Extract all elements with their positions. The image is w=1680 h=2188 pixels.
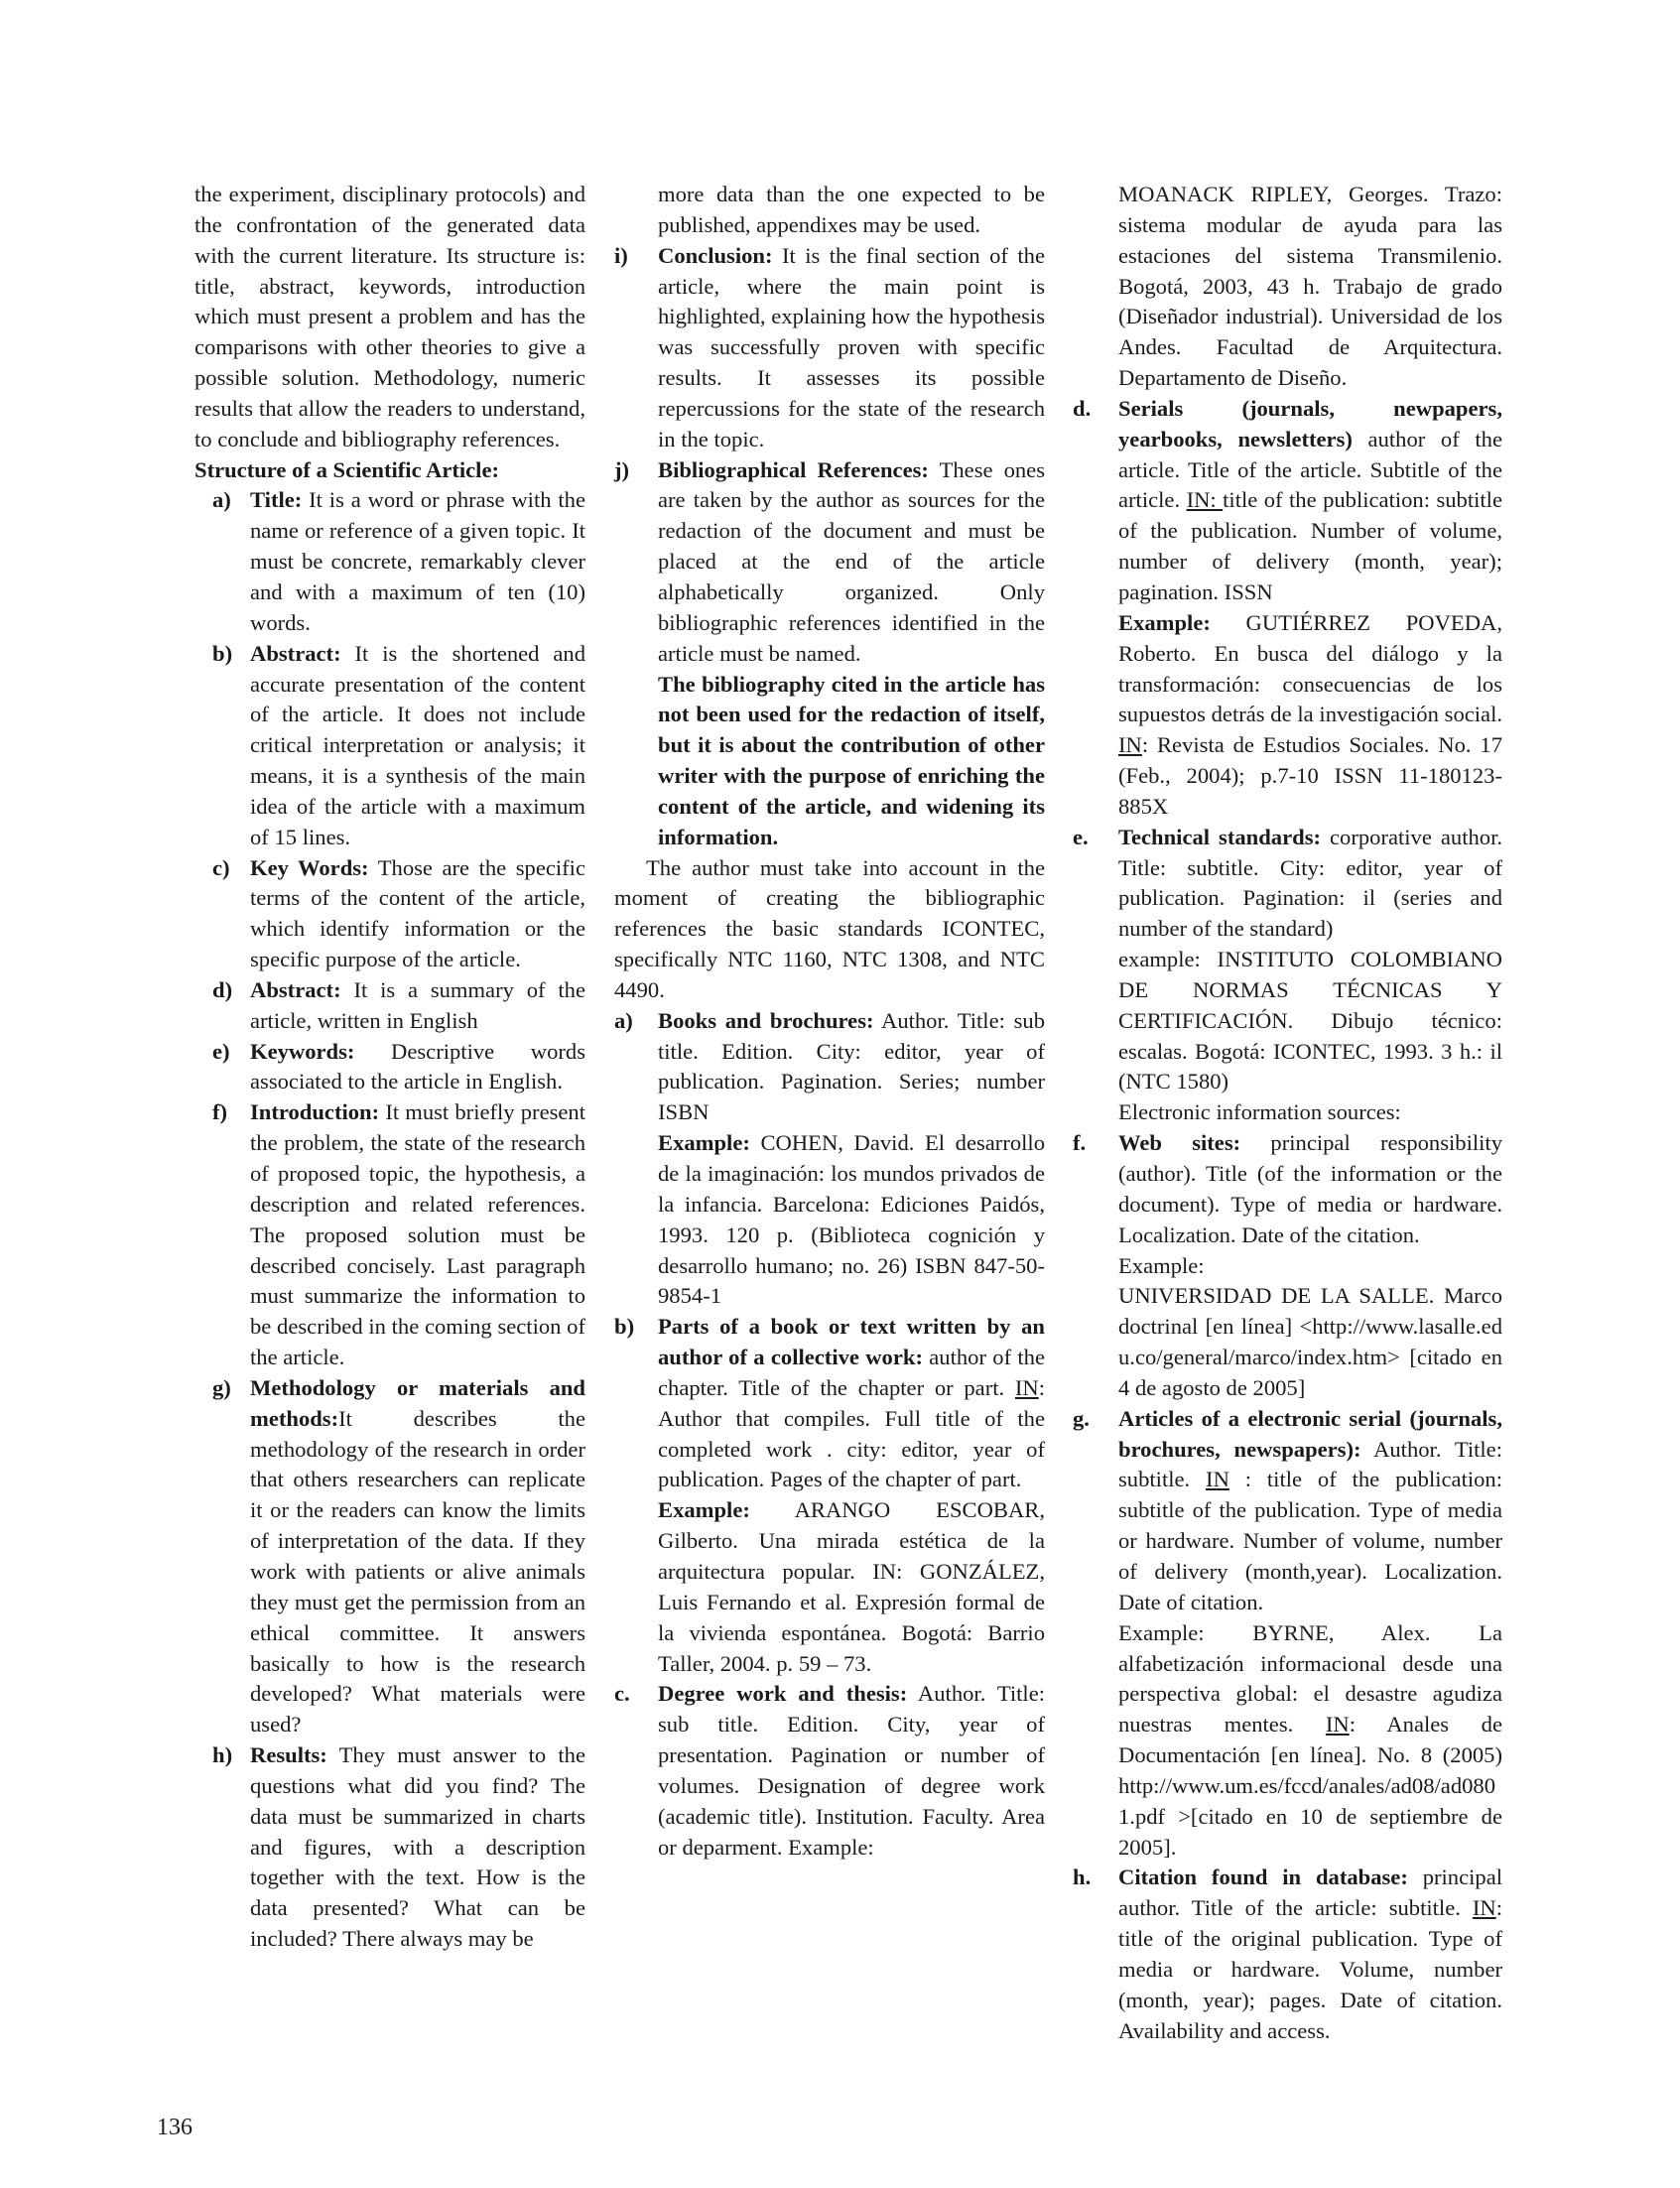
serials-example: Example: GUTIÉRREZ POVEDA, Roberto. En busca del diálogo y la transformación: consecuencias de los supuestos detrás de la investigación social. IN: Revista de Estudios Sociales. No. 17 (Feb., 2004); p.7-10 ISSN 11-180123-885X [1118,609,1502,819]
author-standards-note: The author must take into account in the moment of creating the bibliographic references the basic standards ICONTEC, specifically NTC 1160, NTC 1308, and NTC 4490. [614,854,1045,1002]
list-item-book-parts: b) Parts of a book or text written by an author of a collective work: author of the chapter. Title of the chapter or part. IN: Author that compiles. Full title of the completed work . city: editor, year of publication. Pages of the chapter of part. [614,1314,1045,1492]
page-number: 136 [157,2115,193,2140]
bibliography-bold-note: The bibliography cited in the article has not been used for the redaction of itself, but it is about the contribution of other writer with the purpose of enriching the content of the article, and widening its information. [658,671,1045,849]
list-item-introduction: f) Introduction: It must briefly present the problem, the state of the research of proposed topic, the hypothesis, a description and related references. The proposed solution must be described concisely. Last paragraph must summarize the information to be described in the coming section of the article. [212,1099,585,1370]
degree-work-example: MOANACK RIPLEY, Georges. Trazo: sistema modular de ayuda para las estaciones del sistema Transmilenio. Bogotá, 2003, 43 h. Trabajo de grado (Diseñador industrial). Universidad de los Andes. Facultad de Arquitectura. Departamento de Diseño. [1118,182,1502,391]
list-item-books: a) Books and brochures: Author. Title: sub title. Edition. City: editor, year of publication. Pagination. Series; number ISBN [614,1007,1045,1125]
list-item-conclusion: i) Conclusion: It is the final section of the article, where the main point is highlighted, explaining how the hypothesis was successfully proven with specific results. It assesses its possible repercussions for the state of the research in the topic. [614,242,1045,451]
results-continuation: more data than the one expected to be published, appendixes may be used. [658,182,1045,237]
list-item-bibliographical-references: j) Bibliographical References: These ones are taken by the author as sources for the redaction of the document and must be placed at the end of the article alphabetically organized. Only bibliographic references identified in the article must be named. [614,456,1045,666]
column-2 [614,180,1045,1863]
electronic-serial-example: Example: BYRNE, Alex. La alfabetización informacional desde una perspectiva global: el desastre agudiza nuestras mentes. IN: Anales de Documentación [en línea]. No. 8 (2005) http://www.um.es/fccd/anales/ad08/ad0801.pdf >[citado en 10 de septiembre de 2005]. [1118,1619,1502,1860]
list-item-database-citation: h. Citation found in database: principal author. Title of the article: subtitle. IN: title of the original publication. Type of media or hardware. Volume, number (month, year); pages. Date of citation. Availability and access. [1073,1865,1503,2043]
column-3 [1073,180,1503,2046]
list-item-degree-work: c. Degree work and thesis: Author. Title: sub title. Edition. City, year of presentation. Pagination or number of volumes. Designation of degree work (academic title). Institution. Faculty. Area or deparment. Example: [614,1681,1046,1860]
list-item-results: h) Results: They must answer to the questions what did you find? The data must be summarized in charts and figures, with a description together with the text. How is the data presented? What can be included? There always may be [212,1742,585,1952]
list-item-electronic-serial: g. Articles of a electronic serial (journals, brochures, newspapers): Author. Title: subtitle. IN : title of the publication: subtitle of the publication. Type of media or hardware. Number of volume, number of delivery (month,year). Localization. Date of citation. [1073,1405,1502,1614]
list-item-title: a) Title: It is a word or phrase with the name or reference of a given topic. It must be concrete, remarkably clever and with a maximum of ten (10) words. [212,487,585,635]
column-1 [194,180,585,1955]
list-item-key-words: c) Key Words: Those are the specific terms of the content of the article, which identify information or the specific purpose of the article. [212,854,585,972]
list-item-methodology: g) Methodology or materials and methods:It describes the methodology of the research in order that others researchers can replicate it or the readers can know the limits of interpretation of the data. If they work with patients or alive animals they must get the permission from an ethical committee. It answers basically to how is the research developed? What materials were used? [212,1374,585,1738]
intro-paragraph: the experiment, disciplinary protocols) and the confrontation of the generated data with the current literature. Its structure is: title, abstract, keywords, introduction which must present a problem and has the comparisons with other theories to give a possible solution. Methodology, numeric results that allow the readers to understand, to conclude and bibliography references. [194,182,585,451]
books-example: Example: COHEN, David. El desarrollo de la imaginación: los mundos privados de la infancia. Barcelona: Ediciones Paidós, 1993. 120 p. (Biblioteca cognición y desarrollo humano; no. 26) ISBN 847-50-9854-1 [658,1130,1045,1309]
list-item-abstract-english: d) Abstract: It is a summary of the article, written in English [212,976,585,1033]
list-item-keywords: e) Keywords: Descriptive words associated to the article in English. [212,1038,585,1094]
list-item-web-sites: f. Web sites: principal responsibility (author). Title (of the information or the document). Type of media or hardware. Localization. Date of the citation. [1073,1130,1503,1247]
structure-heading: Structure of a Scientific Article: [194,456,500,482]
electronic-sources-heading: Electronic information sources: [1118,1099,1401,1125]
web-sites-example-label: Example: [1118,1252,1205,1278]
list-item-serials: d. Serials (journals, newpapers, yearbooks, newsletters) author of the article. Title of the article. Subtitle of the article. IN: title of the publication: subtitle of the publication. Number of volume, number of delivery (month, year); pagination. ISSN [1073,395,1502,604]
web-sites-example: UNIVERSIDAD DE LA SALLE. Marco doctrinal [en línea] <http://www.lasalle.edu.co/general/marco/index.htm> [citado en 4 de agosto de 2005] [1118,1283,1502,1400]
book-parts-example: Example: ARANGO ESCOBAR, Gilberto. Una mirada estética de la arquitectura popular. IN: GONZÁLEZ, Luis Fernando et al. Expresión formal de la vivienda espontánea. Bogotá: Barrio Taller, 2004. p. 59 – 73. [658,1497,1045,1676]
technical-standards-example: example: INSTITUTO COLOMBIANO DE NORMAS TÉCNICAS Y CERTIFICACIÓN. Dibujo técnico: escalas. Bogotá: ICONTEC, 1993. 3 h.: il (NTC 1580) [1118,947,1502,1094]
list-item-abstract: b) Abstract: It is the shortened and accurate presentation of the content of the article. It does not include critical interpretation or analysis; it means, it is a synthesis of the main idea of the article with a maximum of 15 lines. [212,640,585,849]
list-item-technical-standards: e. Technical standards: corporative author. Title: subtitle. City: editor, year of publication. Pagination: il (series and number of the standard) [1073,824,1502,942]
